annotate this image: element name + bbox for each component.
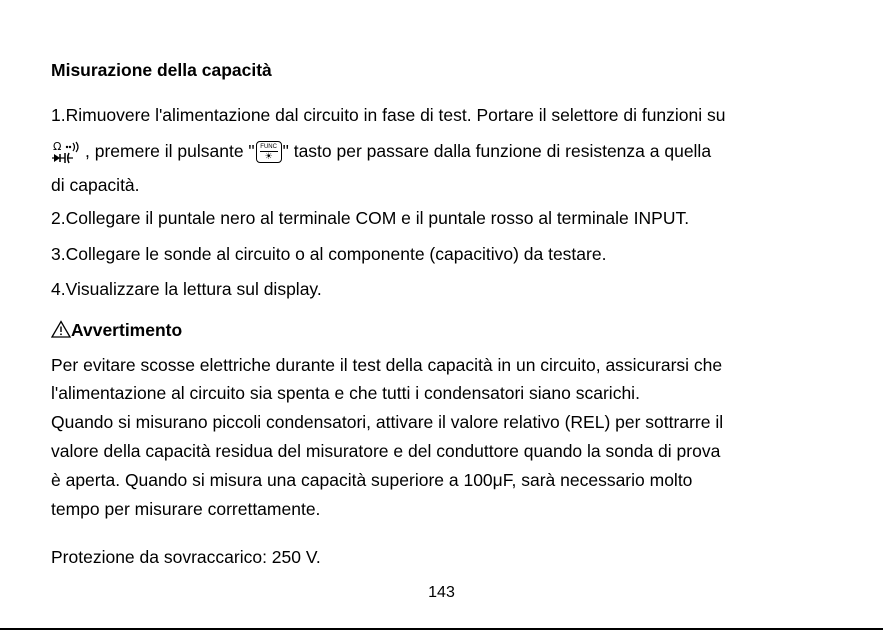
warning-triangle-icon — [51, 320, 71, 338]
section-heading: Misurazione della capacità — [51, 60, 272, 80]
step-1-line-3: di capacità. — [51, 175, 140, 195]
warning-line-5: è aperta. Quando si misura una capacità superiore a 100μF, sarà necessario molto — [51, 470, 693, 490]
overload-protection: Protezione da sovraccarico: 250 V. — [51, 547, 321, 567]
page-number: 143 — [428, 584, 455, 601]
warning-heading — [51, 319, 182, 341]
step-4: 4.Visualizzare la lettura sul display. — [51, 279, 322, 299]
func-key-icon — [256, 141, 282, 163]
svg-text:Ω: Ω — [53, 140, 62, 154]
warning-line-1: Per evitare scosse elettriche durante il test della capacità in un circuito, assicurarsi che — [51, 355, 723, 375]
func-key-label: FUNC — [260, 144, 277, 151]
step-1-text-b: " tasto per passare dalla funzione di resistenza a quella — [282, 141, 712, 161]
backlight-symbol: ☀ — [264, 151, 273, 162]
warning-line-2: l'alimentazione al circuito sia spenta e che tutti i condensatori siano scarichi. — [51, 383, 640, 403]
page-divider — [0, 628, 883, 630]
step-3: 3.Collegare le sonde al circuito o al componente (capacitivo) da testare. — [51, 244, 607, 264]
warning-title: Avvertimento — [71, 320, 183, 340]
step-1-line-1: 1.Rimuovere l'alimentazione dal circuito in fase di test. Portare il selettore di funzioni su — [51, 105, 726, 125]
step-1-line-2 — [51, 140, 711, 164]
warning-line-3: Quando si misurano piccoli condensatori, attivare il valore relativo (REL) per sottrarre il — [51, 412, 724, 432]
step-2: 2.Collegare il puntale nero al terminale COM e il puntale rosso al terminale INPUT. — [51, 208, 690, 228]
step-1-text-a: , premere il pulsante " — [85, 141, 255, 161]
function-selector-symbol-icon — [51, 140, 85, 164]
warning-line-4: valore della capacità residua del misuratore e del conduttore quando la sonda di prova — [51, 441, 721, 461]
warning-line-6: tempo per misurare correttamente. — [51, 499, 321, 519]
